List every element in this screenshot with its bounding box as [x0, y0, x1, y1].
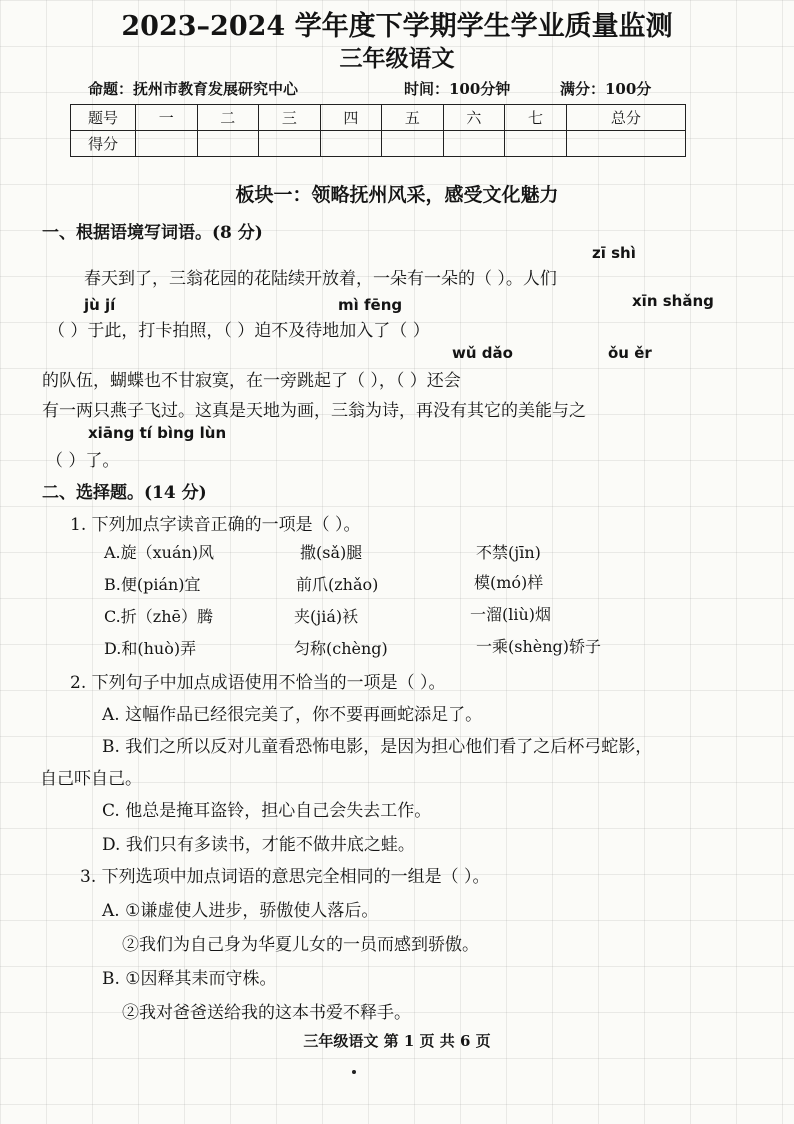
score-input-cell[interactable]	[505, 131, 567, 157]
score-input-cell[interactable]	[566, 131, 685, 157]
passage-line-5: （ ）了。	[46, 451, 120, 471]
passage-line-2: （ ）于此，打卡拍照，（ ）迫不及待地加入了（ ）	[48, 321, 430, 341]
score-table-cell: 五	[382, 105, 444, 131]
score-input-cell[interactable]	[259, 131, 321, 157]
score-table-cell: 三	[259, 105, 321, 131]
score-table-cell: 六	[443, 105, 505, 131]
q1-option-d-3: 一乘(shèng)轿子	[476, 637, 602, 656]
part2-heading: 二、选择题。(14 分)	[42, 483, 207, 503]
q1-option-a-2: 撒(sǎ)腿	[300, 543, 363, 562]
score-table-score-row	[71, 131, 686, 157]
pinyin-juji: jù jí	[84, 296, 116, 314]
q3-option-a2: ②我们为自己身为华夏儿女的一员而感到骄傲。	[122, 935, 479, 955]
q3-option-a1: A. ①谦虚使人进步，骄傲使人落后。	[102, 901, 379, 921]
q3-stem: 3. 下列选项中加点词语的意思完全相同的一组是（ ）。	[80, 867, 490, 887]
q1-option-b-2: 前爪(zhǎo)	[296, 575, 379, 594]
exam-title: 2023–2024 学年度下学期学生学业质量监测	[121, 11, 673, 42]
q2-option-b-line1: B. 我们之所以反对儿童看恐怖电影，是因为担心他们看了之后杯弓蛇影，	[102, 737, 653, 757]
author-info: 命题：抚州市教育发展研究中心	[88, 80, 299, 98]
time-info: 时间：100分钟	[404, 80, 511, 98]
pinyin-wudao: wǔ dǎo	[452, 344, 513, 362]
passage-line-4: 有一两只燕子飞过。这真是天地为画，三翁为诗，再没有其它的美能与之	[42, 401, 586, 421]
q1-option-c-1: C.折（zhē）腾	[104, 607, 213, 626]
score-input-cell[interactable]	[382, 131, 444, 157]
q1-option-c-3: 一溜(liù)烟	[470, 605, 552, 624]
q1-option-a-3: 不禁(jīn)	[476, 543, 541, 562]
score-input-cell[interactable]	[443, 131, 505, 157]
passage-line-3: 的队伍，蝴蝶也不甘寂寞，在一旁跳起了（ ），（ ）还会	[42, 371, 461, 391]
page-footer: 三年级语文 第 1 页 共 6 页	[303, 1032, 491, 1050]
q2-option-c: C. 他总是掩耳盗铃，担心自己会失去工作。	[102, 801, 432, 821]
q1-option-c-2: 夹(jiá)袄	[294, 607, 359, 626]
passage-line-1: 春天到了，三翁花园的花陆续开放着，一朵有一朵的（ ）。人们	[84, 269, 557, 289]
q1-option-d-1: D.和(huò)弄	[104, 639, 197, 658]
q1-option-b-3: 模(mó)样	[474, 573, 544, 592]
pinyin-mifeng: mì fēng	[338, 296, 403, 314]
pinyin-xiangtibinglun: xiāng tí bìng lùn	[88, 424, 227, 442]
pinyin-ouer: ǒu ěr	[608, 344, 652, 362]
q2-option-a: A. 这幅作品已经很完美了，你不要再画蛇添足了。	[102, 705, 483, 725]
q2-option-b-line2: 自己吓自己。	[40, 769, 142, 789]
score-table-cell: 四	[320, 105, 382, 131]
q1-option-d-2: 匀称(chèng)	[294, 639, 388, 658]
score-input-cell[interactable]	[136, 131, 198, 157]
score-table-cell: 题号	[71, 105, 136, 131]
q1-option-b-1: B.便(pián)宜	[104, 575, 201, 594]
q2-stem: 2. 下列句子中加点成语使用不恰当的一项是（ ）。	[70, 673, 446, 693]
q3-option-b2: ②我对爸爸送给我的这本书爱不释手。	[122, 1003, 411, 1023]
score-table-cell: 总分	[566, 105, 685, 131]
score-table-cell: 七	[505, 105, 567, 131]
q1-option-a-1: A.旋（xuán)风	[104, 543, 215, 562]
score-table	[70, 104, 686, 157]
exam-subtitle: 三年级语文	[339, 45, 455, 72]
score-table-cell: 二	[197, 105, 259, 131]
full-score-info: 满分：100分	[560, 80, 652, 98]
q1-stem: 1. 下列加点字读音正确的一项是（ ）。	[70, 515, 361, 535]
score-table-header-row	[71, 105, 686, 131]
pinyin-zishi: zī shì	[592, 244, 636, 262]
score-row-label: 得分	[71, 131, 136, 157]
scan-dot	[352, 1070, 356, 1074]
section-title: 板块一：领略抚州风采，感受文化魅力	[235, 184, 559, 206]
score-input-cell[interactable]	[320, 131, 382, 157]
score-table-cell: 一	[136, 105, 198, 131]
q2-option-d: D. 我们只有多读书，才能不做井底之蛙。	[102, 835, 415, 855]
pinyin-xinshang: xīn shǎng	[632, 292, 714, 310]
part1-heading: 一、根据语境写词语。(8 分)	[42, 223, 263, 243]
score-input-cell[interactable]	[197, 131, 259, 157]
q3-option-b1: B. ①因释其耒而守株。	[102, 969, 277, 989]
